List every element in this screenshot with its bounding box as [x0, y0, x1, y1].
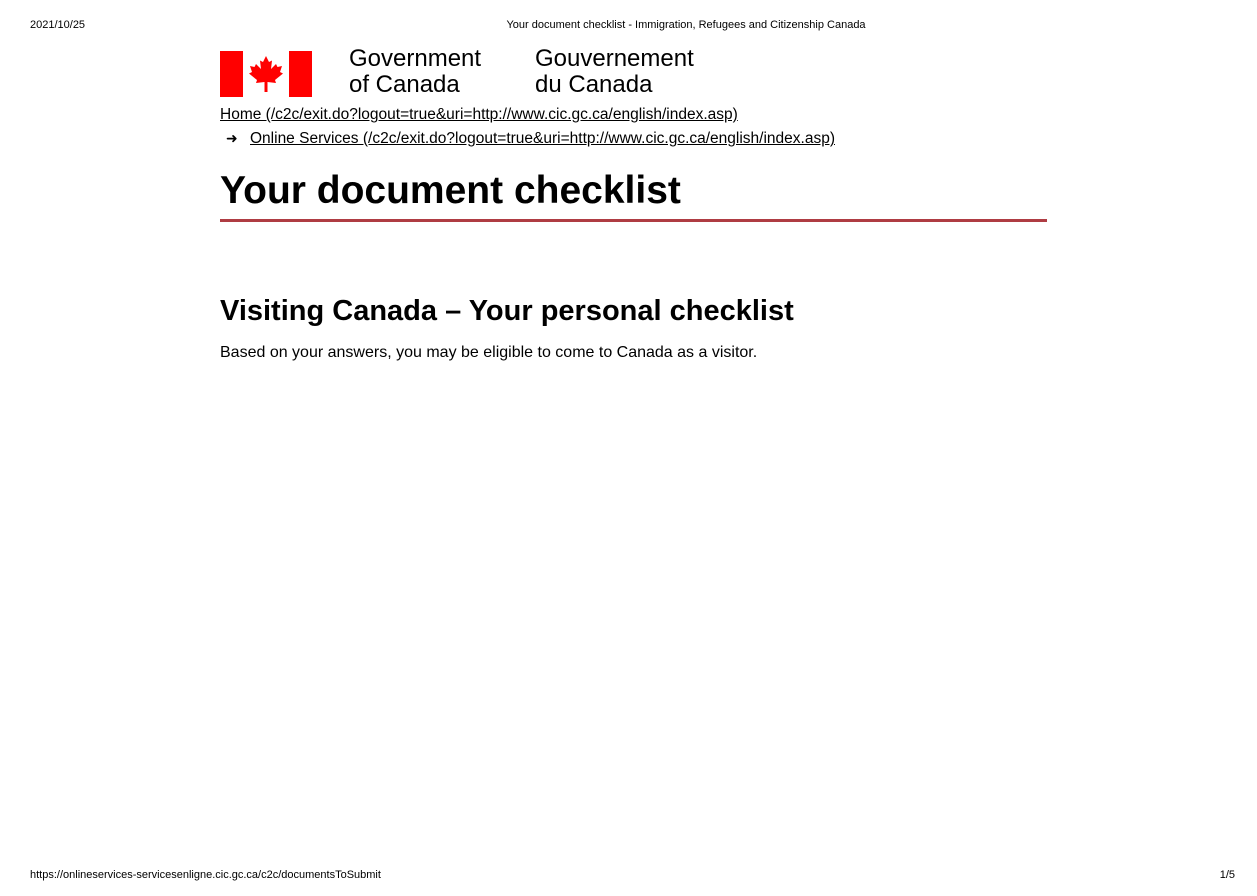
breadcrumb	[220, 105, 835, 151]
breadcrumb-link-home[interactable]: Home (/c2c/exit.do?logout=true&uri=http://www.cic.gc.ca/english/index.asp)	[220, 106, 738, 123]
print-date: 2021/10/25	[30, 19, 86, 31]
print-page-title: Your document checklist - Immigration, Refugees and Citizenship Canada	[506, 19, 866, 31]
page-title: Your document checklist	[220, 168, 1047, 222]
arrow-right-icon: ➜	[226, 130, 238, 146]
breadcrumb-link-online-services[interactable]: Online Services (/c2c/exit.do?logout=true&uri=http://www.cic.gc.ca/english/index.asp)	[250, 130, 835, 147]
canada-flag-icon	[220, 51, 312, 97]
section-title: Visiting Canada – Your personal checklist	[220, 295, 794, 327]
wordmark-french-line2: du Canada	[535, 71, 653, 98]
breadcrumb-item-home	[220, 105, 835, 128]
print-page-number: 1/5	[1219, 869, 1235, 881]
print-url: https://onlineservices-servicesenligne.cic.gc.ca/c2c/documentsToSubmit	[30, 869, 381, 881]
wordmark-french-line1: Gouvernement	[535, 45, 694, 72]
breadcrumb-item-online-services	[220, 128, 835, 151]
government-wordmark-french	[535, 46, 694, 98]
government-wordmark-english	[349, 46, 481, 98]
wordmark-english-line2: of Canada	[349, 71, 460, 98]
intro-text: Based on your answers, you may be eligible to come to Canada as a visitor.	[220, 344, 758, 361]
wordmark-english-line1: Government	[349, 45, 482, 72]
